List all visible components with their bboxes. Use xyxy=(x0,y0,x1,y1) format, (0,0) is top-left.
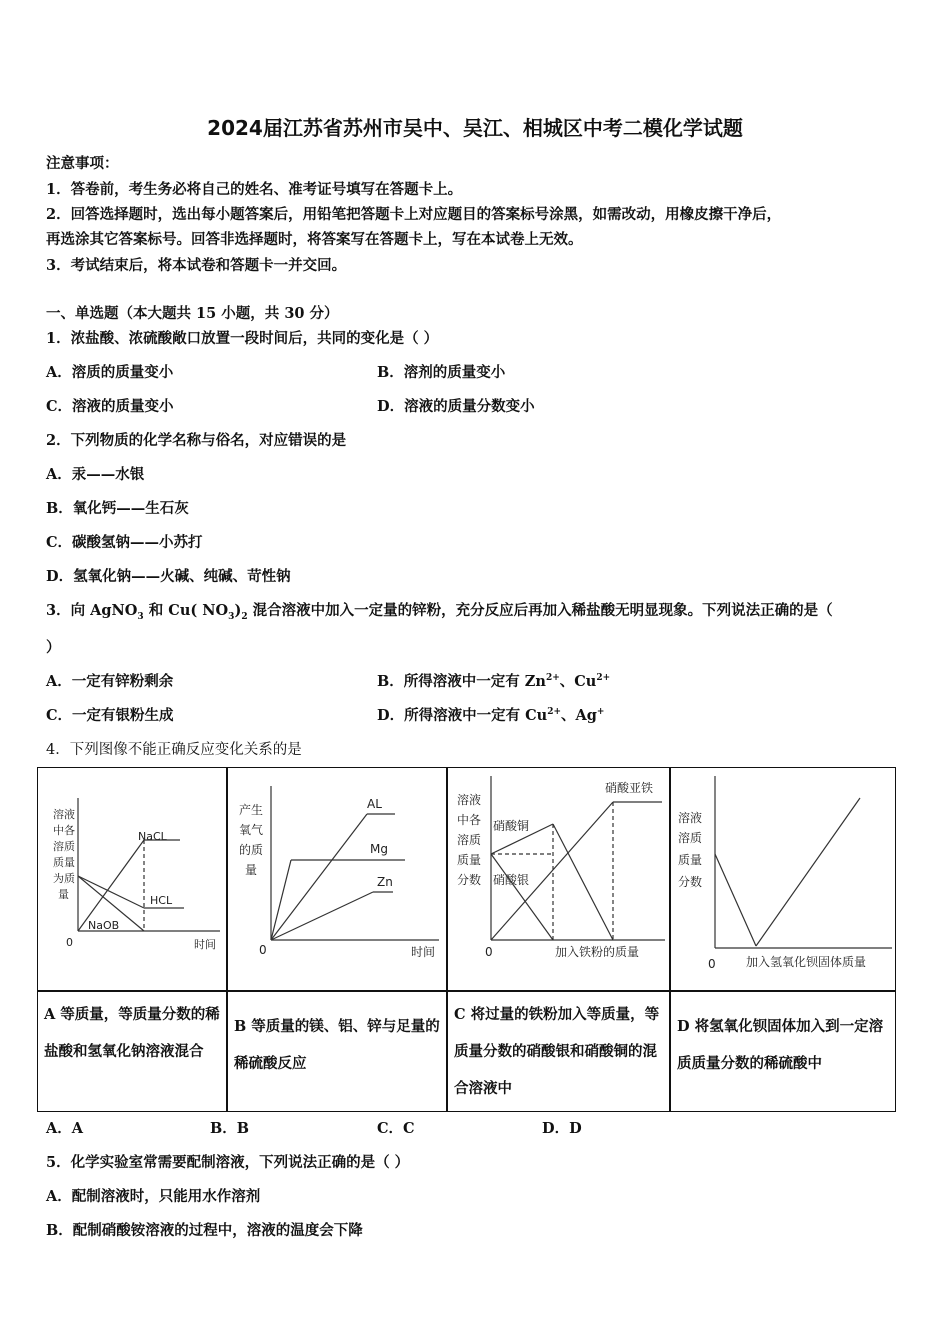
graph-d-ylabel-2: 溶质 xyxy=(678,831,703,845)
graph-c-label-cu-nitrate: 硝酸铜 xyxy=(493,819,530,833)
q1-option-c: C．溶液的质量变小 xyxy=(46,398,174,415)
notice-item-2: 2．回答选择题时，选出每小题答案后，用铅笔把答题卡上对应题目的答案标号涂黑，如需改动，用橡皮擦干净后， xyxy=(46,206,782,223)
graph-b xyxy=(227,768,446,990)
q2-option-b: B．氧化钙——生石灰 xyxy=(46,500,189,517)
graph-d-ylabel-4: 分数 xyxy=(678,875,703,889)
q1-stem: 1．浓盐酸、浓硫酸敞口放置一段时间后，共同的变化是（ ） xyxy=(46,330,439,347)
notice-item-3: 3．考试结束后，将本试卷和答题卡一并交回。 xyxy=(46,257,347,274)
graph-b-origin: 0 xyxy=(259,943,267,957)
graph-c-origin: 0 xyxy=(485,945,493,959)
q4-caption-b: B 等质量的镁、铝、锌与足量的稀硫酸反应 xyxy=(234,1018,440,1072)
q4-option-d: D．D xyxy=(542,1120,582,1137)
graph-b-label-mg: Mg xyxy=(370,842,388,856)
graph-a-label-nacl: NaCL xyxy=(138,830,167,843)
q4-option-c: C．C xyxy=(377,1120,415,1137)
graph-d-origin: 0 xyxy=(708,957,716,971)
graph-d-xlabel: 加入氢氧化钡固体质量 xyxy=(746,955,867,969)
q1-option-d: D．溶液的质量分数变小 xyxy=(377,398,535,415)
graph-b-xlabel: 时间 xyxy=(411,945,436,959)
graph-a-label-naob: NaOB xyxy=(88,919,120,932)
graph-b-line-zn xyxy=(271,892,373,940)
q2-option-d: D．氢氧化钠——火碱、纯碱、苛性钠 xyxy=(46,568,291,585)
graph-d-line-down xyxy=(715,854,756,946)
graph-b-label-al: AL xyxy=(367,797,382,811)
q4-caption-c: C 将过量的铁粉加入等质量，等质量分数的硝酸银和硝酸铜的混合溶液中 xyxy=(454,1006,660,1097)
q4-figure-table xyxy=(37,767,896,1112)
q4-caption-a: A 等质量，等质量分数的稀盐酸和氢氧化钠溶液混合 xyxy=(44,1006,220,1060)
graph-a-ylabel-5: 为质 xyxy=(53,872,75,885)
graph-b-ylabel-3: 的质 xyxy=(239,843,264,857)
q3-option-c: C．一定有银粉生成 xyxy=(46,707,174,724)
q5-stem: 5．化学实验室常需要配制溶液，下列说法正确的是（ ） xyxy=(46,1154,410,1171)
graph-a-ylabel-6: 量 xyxy=(58,888,69,901)
q2-option-c: C．碳酸氢钠——小苏打 xyxy=(46,534,203,551)
q3-option-a: A．一定有锌粉剩余 xyxy=(46,673,174,690)
q5-option-a: A．配制溶液时，只能用水作溶剂 xyxy=(46,1188,261,1205)
graph-c-ylabel-3: 溶质 xyxy=(457,833,482,847)
graph-c-label-fe-nitrate: 硝酸亚铁 xyxy=(605,781,654,795)
page-title: 2024届江苏省苏州市吴中、吴江、相城区中考二模化学试题 xyxy=(207,116,743,140)
graph-c-ylabel-2: 中各 xyxy=(457,813,482,827)
graph-a-origin: 0 xyxy=(66,936,73,949)
graph-b-ylabel-2: 氧气 xyxy=(239,823,264,837)
graph-a-line-nacl xyxy=(78,840,144,931)
q4-option-a: A．A xyxy=(46,1120,84,1137)
graph-c-label-ag-nitrate: 硝酸银 xyxy=(493,873,530,887)
graph-a-ylabel-4: 质量 xyxy=(53,856,75,869)
graph-c-xlabel: 加入铁粉的质量 xyxy=(555,945,640,959)
graph-d-ylabel-1: 溶液 xyxy=(678,811,703,825)
graph-a-label-hcl: HCL xyxy=(150,894,173,907)
q1-option-a: A．溶质的质量变小 xyxy=(46,364,174,381)
q5-option-b: B．配制硝酸铵溶液的过程中，溶液的温度会下降 xyxy=(46,1222,363,1239)
graph-c-ylabel-5: 分数 xyxy=(457,873,482,887)
q4-option-b: B．B xyxy=(210,1120,250,1137)
graph-d-ylabel-3: 质量 xyxy=(678,853,703,867)
graph-a xyxy=(38,768,226,990)
graph-a-ylabel-2: 中各 xyxy=(53,824,75,837)
q1-option-b: B．溶剂的质量变小 xyxy=(377,364,506,381)
graph-a-xlabel: 时间 xyxy=(194,938,216,951)
graph-c-ylabel-1: 溶液 xyxy=(457,793,482,807)
q2-option-a: A．汞——水银 xyxy=(46,466,145,483)
q4-caption-d: D 将氢氧化钡固体加入到一定溶质质量分数的稀硫酸中 xyxy=(677,1018,884,1072)
notice-heading: 注意事项： xyxy=(46,155,119,172)
q4-stem: 4．下列图像不能正确反应变化关系的是 xyxy=(46,742,302,758)
section-heading: 一、单选题（本大题共 15 小题，共 30 分） xyxy=(46,305,339,322)
q2-stem: 2．下列物质的化学名称与俗名，对应错误的是 xyxy=(46,432,347,449)
graph-b-ylabel-1: 产生 xyxy=(239,803,264,817)
graph-a-ylabel-1: 溶液 xyxy=(53,808,75,821)
notice-item-1: 1．答卷前，考生务必将自己的姓名、准考证号填写在答题卡上。 xyxy=(46,181,463,198)
graph-b-line-al xyxy=(271,814,367,940)
graph-b-ylabel-4: 量 xyxy=(245,863,258,877)
q3-stem: 3．向 AgNO$_3$ 和 Cu( $NO_3)_2$ 混合溶液中加入一定量的锌粉，充分反应后再加入稀盐酸无明显现象。下列说法正确的是（ xyxy=(46,602,833,622)
graph-b-line-mg xyxy=(271,860,291,940)
graph-c-line-ag-nitrate xyxy=(491,854,553,940)
q3-option-b: B．所得溶液中一定有 $Zn^{2+}$、$Cu^{2+}$ xyxy=(377,673,611,690)
q3-option-d: D．所得溶液中一定有 $Cu^{2+}$、Ag+ xyxy=(377,707,605,724)
graph-c-ylabel-4: 质量 xyxy=(457,853,482,867)
q3-stem-end: ） xyxy=(46,639,61,656)
notice-item-2-cont: 再选涂其它答案标号。回答非选择题时，将答案写在答题卡上，写在本试卷上无效。 xyxy=(46,231,583,248)
graph-c-line-cu-nitrate-down xyxy=(553,824,613,940)
graph-d xyxy=(670,768,895,990)
graph-c xyxy=(447,768,669,990)
graph-b-label-zn: Zn xyxy=(377,875,393,889)
graph-a-ylabel-3: 溶质 xyxy=(53,840,75,853)
graph-d-line-up xyxy=(756,798,860,946)
